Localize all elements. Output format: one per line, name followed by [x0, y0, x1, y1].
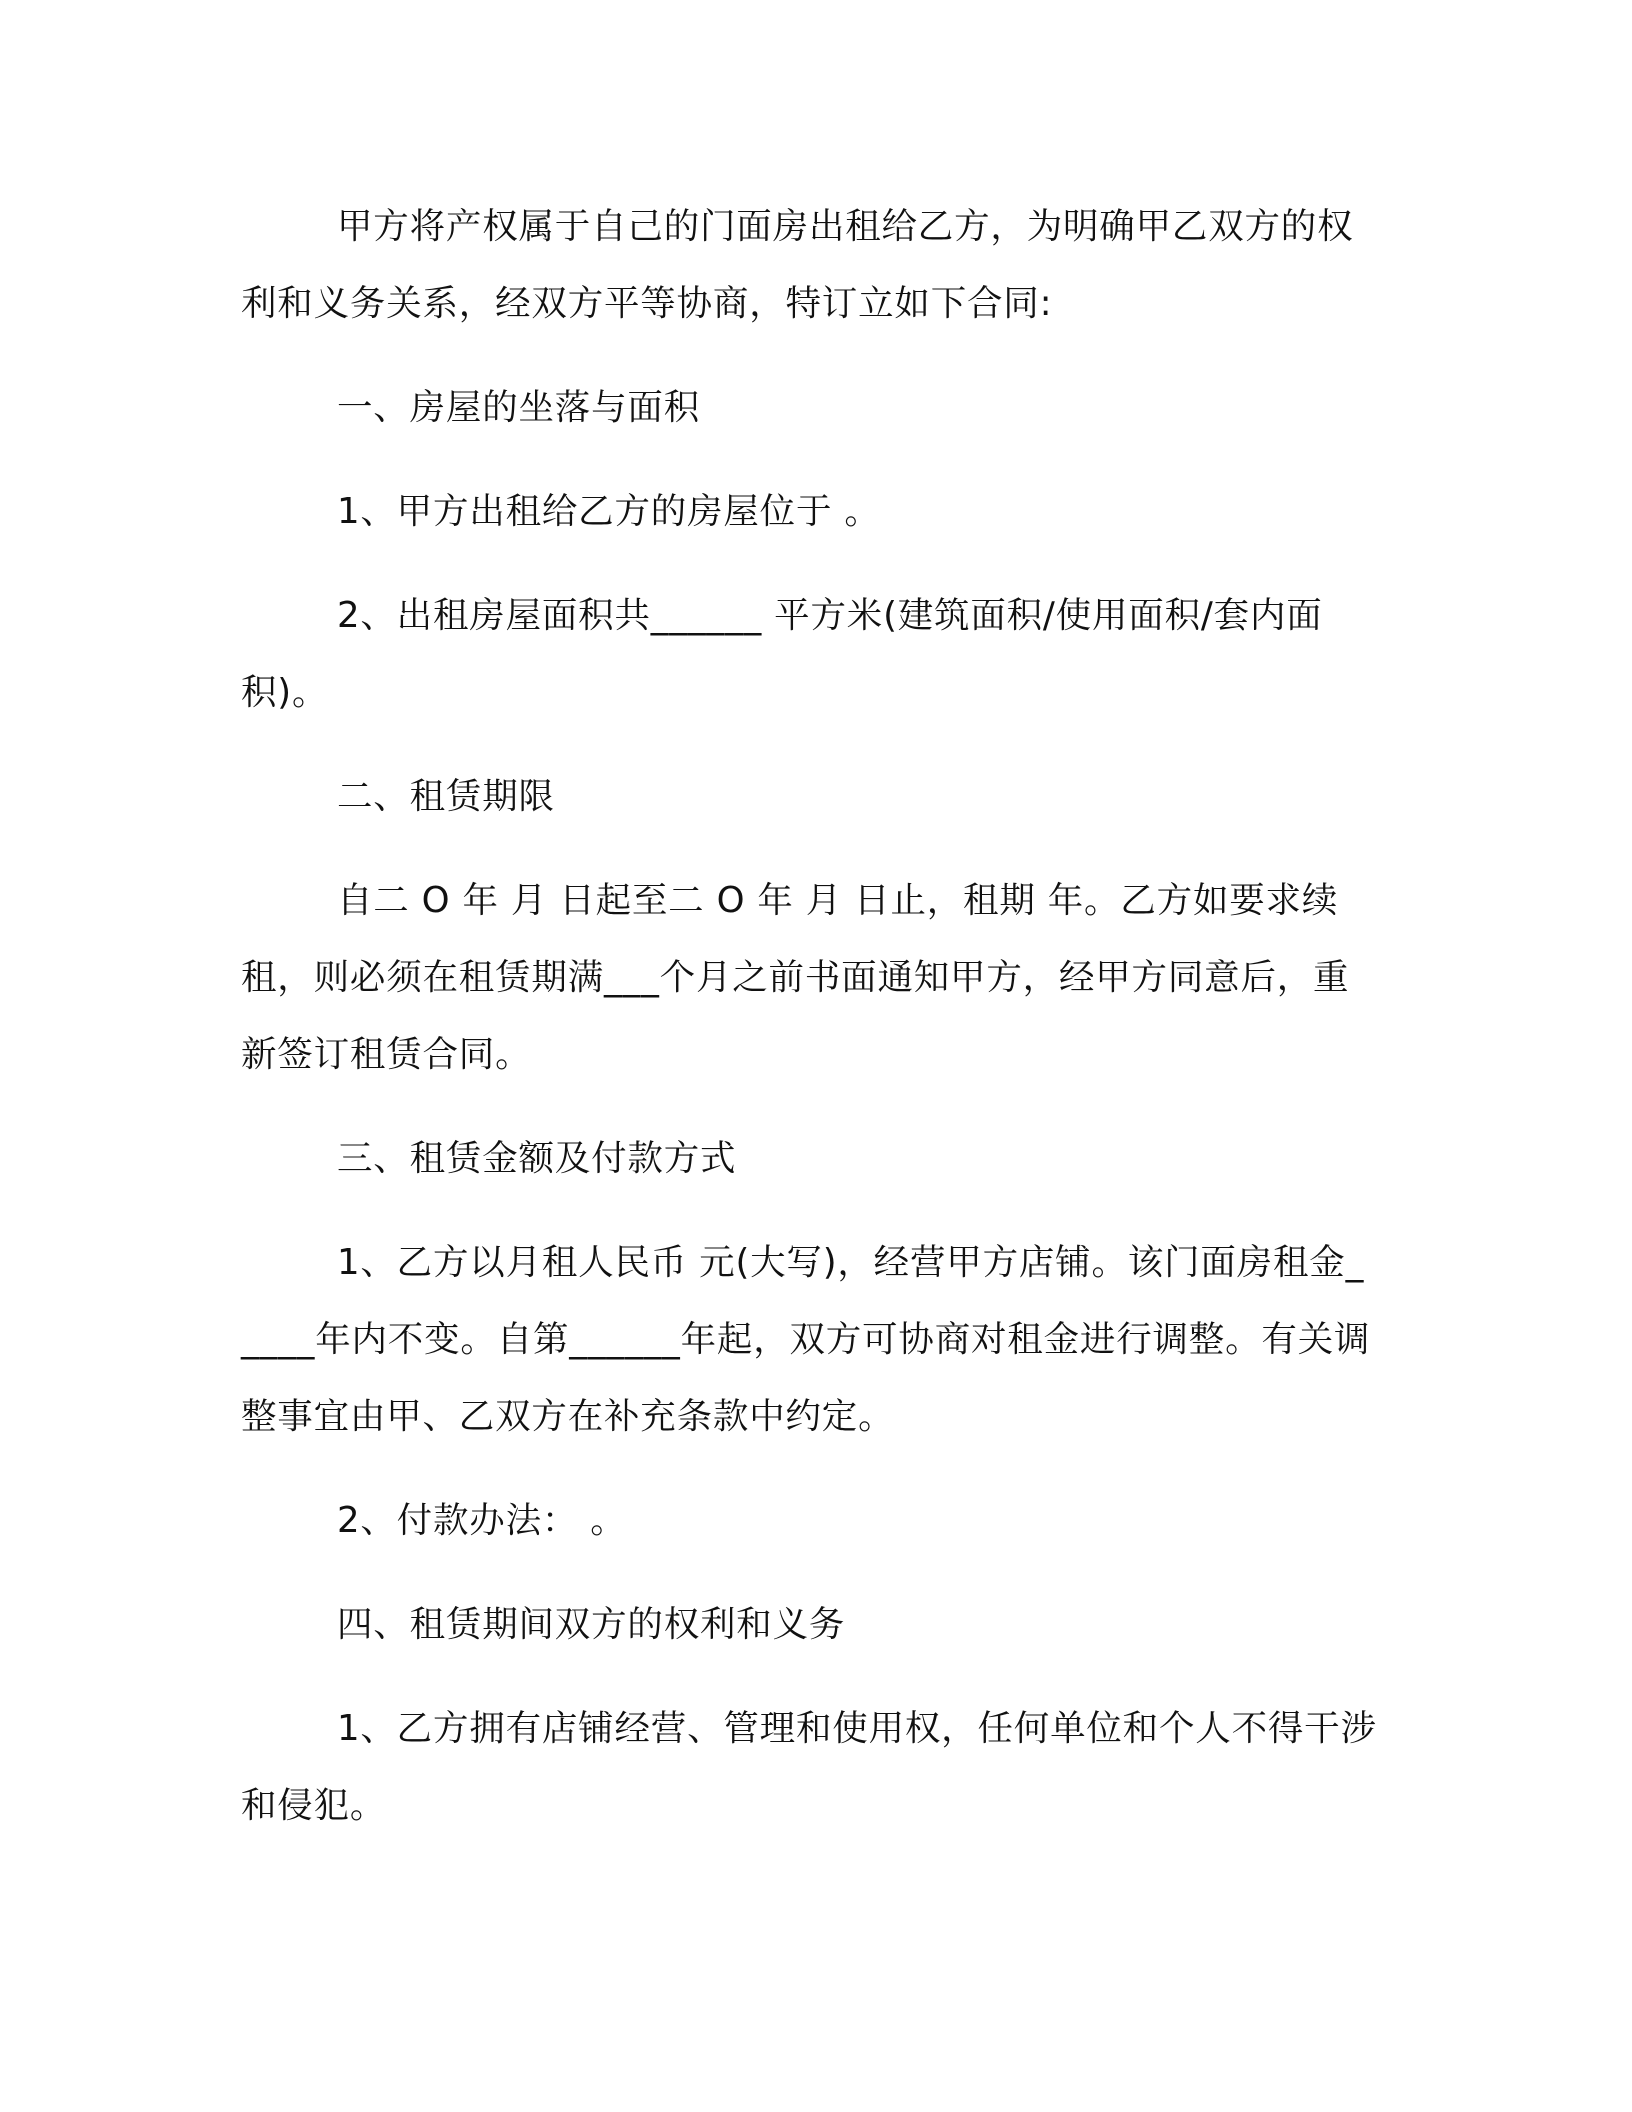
- section-heading-rights-obligations: 四、租赁期间双方的权利和义务: [337, 1604, 846, 1645]
- intro-paragraph: 甲方将产权属于自己的门面房出租给乙方，为明确甲乙双方的权利和义务关系，经双方平等协商，特订立如下合同:: [241, 206, 1354, 324]
- clause-1-rights: 1、乙方拥有店铺经营、管理和使用权，任何单位和个人不得干涉和侵犯。: [241, 1708, 1377, 1826]
- clause-1-rent: 1、乙方以月租人民币 元(大写)，经营甲方店铺。该门面房租金_____年内不变。自第______年起，双方可协商对租金进行调整。有关调整事宜由甲、乙双方在补充条款中约定。: [241, 1242, 1371, 1437]
- clause-2-payment-method: 2、付款办法： 。: [337, 1500, 627, 1541]
- document-body: [241, 188, 1381, 1844]
- clause-2-area: 2、出租房屋面积共______ 平方米(建筑面积/使用面积/套内面积)。: [241, 595, 1323, 713]
- section-heading-location-area: 一、房屋的坐落与面积: [337, 387, 701, 428]
- section-heading-rent-payment: 三、租赁金额及付款方式: [337, 1138, 737, 1179]
- clause-1-location: 1、甲方出租给乙方的房屋位于 。: [337, 491, 881, 532]
- lease-term-paragraph: 自二 O 年 月 日起至二 O 年 月 日止，租期 年。乙方如要求续租，则必须在租赁期满___个月之前书面通知甲方，经甲方同意后，重新签订租赁合同。: [241, 880, 1350, 1075]
- section-heading-lease-term: 二、租赁期限: [337, 776, 555, 817]
